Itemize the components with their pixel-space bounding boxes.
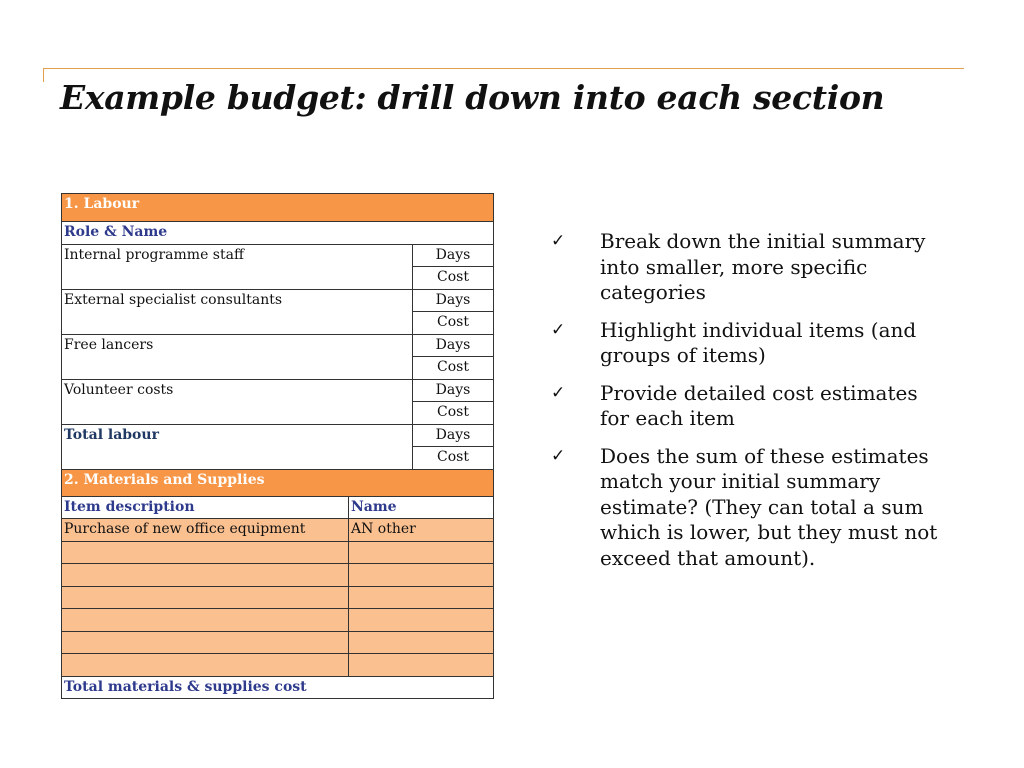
bullet-text: Does the sum of these estimates match your initial summary estimate? (They can total a sum which is lower, but they must not exceed that amount).: [600, 443, 938, 570]
materials-section-header: [62, 469, 494, 496]
title-rule: [43, 68, 964, 69]
materials-item-cell: Purchase of new office equipment: [62, 519, 349, 542]
labour-role-cell: External specialist consultants: [62, 289, 413, 334]
labour-role-cell: Internal programme staff: [62, 244, 413, 289]
checkmark-icon: ✓: [551, 445, 566, 466]
checkmark-icon: ✓: [551, 382, 566, 403]
checkmark-icon: ✓: [551, 231, 566, 251]
materials-item-cell: [62, 541, 349, 564]
labour-role-cell: Volunteer costs: [62, 379, 413, 424]
total-labour-cost: Cost: [413, 447, 494, 470]
materials-name-cell: [349, 541, 494, 564]
materials-item-cell: [62, 609, 349, 632]
labour-row: [62, 379, 494, 402]
materials-row: [62, 541, 494, 564]
bullet-item: [551, 444, 951, 572]
slide-title: Example budget: drill down into each section: [60, 78, 885, 117]
materials-name-cell: [349, 586, 494, 609]
labour-days-cell: Days: [413, 244, 494, 267]
budget-table: [61, 193, 494, 699]
labour-row: [62, 244, 494, 267]
bullet-text: Provide detailed cost estimates for each item: [600, 380, 918, 430]
materials-item-cell: [62, 586, 349, 609]
labour-cost-cell: Cost: [413, 312, 494, 335]
labour-section-header: [62, 194, 494, 222]
bullet-list: [551, 229, 951, 583]
materials-row: [62, 631, 494, 654]
role-name-header: Role & Name: [62, 222, 494, 245]
materials-name-cell: AN other: [349, 519, 494, 542]
bullet-text: Break down the initial summary into smaller, more specific categories: [600, 229, 926, 304]
materials-column-header-row: [62, 496, 494, 519]
item-description-header: Item description: [62, 496, 349, 519]
materials-name-cell: [349, 609, 494, 632]
bullet-item: [551, 381, 951, 432]
labour-cost-cell: Cost: [413, 267, 494, 290]
materials-row: [62, 654, 494, 677]
total-materials-label: Total materials & supplies cost: [62, 676, 494, 699]
labour-row: [62, 289, 494, 312]
bullet-text: Highlight individual items (and groups of items): [600, 317, 917, 367]
materials-row: [62, 564, 494, 587]
labour-role-cell: Free lancers: [62, 334, 413, 379]
materials-name-cell: [349, 631, 494, 654]
materials-name-cell: [349, 564, 494, 587]
labour-days-cell: Days: [413, 334, 494, 357]
labour-days-cell: Days: [413, 289, 494, 312]
labour-days-cell: Days: [413, 379, 494, 402]
materials-header-cell: 2. Materials and Supplies: [62, 469, 494, 496]
materials-item-cell: [62, 654, 349, 677]
materials-item-cell: [62, 631, 349, 654]
materials-row: [62, 609, 494, 632]
bullet-item: [551, 318, 951, 369]
labour-row: [62, 334, 494, 357]
bullet-item: [551, 229, 951, 306]
labour-total-row: [62, 424, 494, 447]
checkmark-icon: ✓: [551, 319, 566, 340]
materials-row: [62, 519, 494, 542]
materials-item-cell: [62, 564, 349, 587]
materials-name-cell: [349, 654, 494, 677]
title-rule-tick: [43, 68, 44, 82]
total-labour-label: Total labour: [62, 424, 413, 469]
total-labour-days: Days: [413, 424, 494, 447]
materials-row: [62, 586, 494, 609]
labour-header-cell: 1. Labour: [62, 194, 494, 222]
labour-cost-cell: Cost: [413, 357, 494, 380]
materials-total-row: [62, 676, 494, 699]
name-header: Name: [349, 496, 494, 519]
labour-cost-cell: Cost: [413, 402, 494, 425]
labour-subheader-row: [62, 222, 494, 245]
